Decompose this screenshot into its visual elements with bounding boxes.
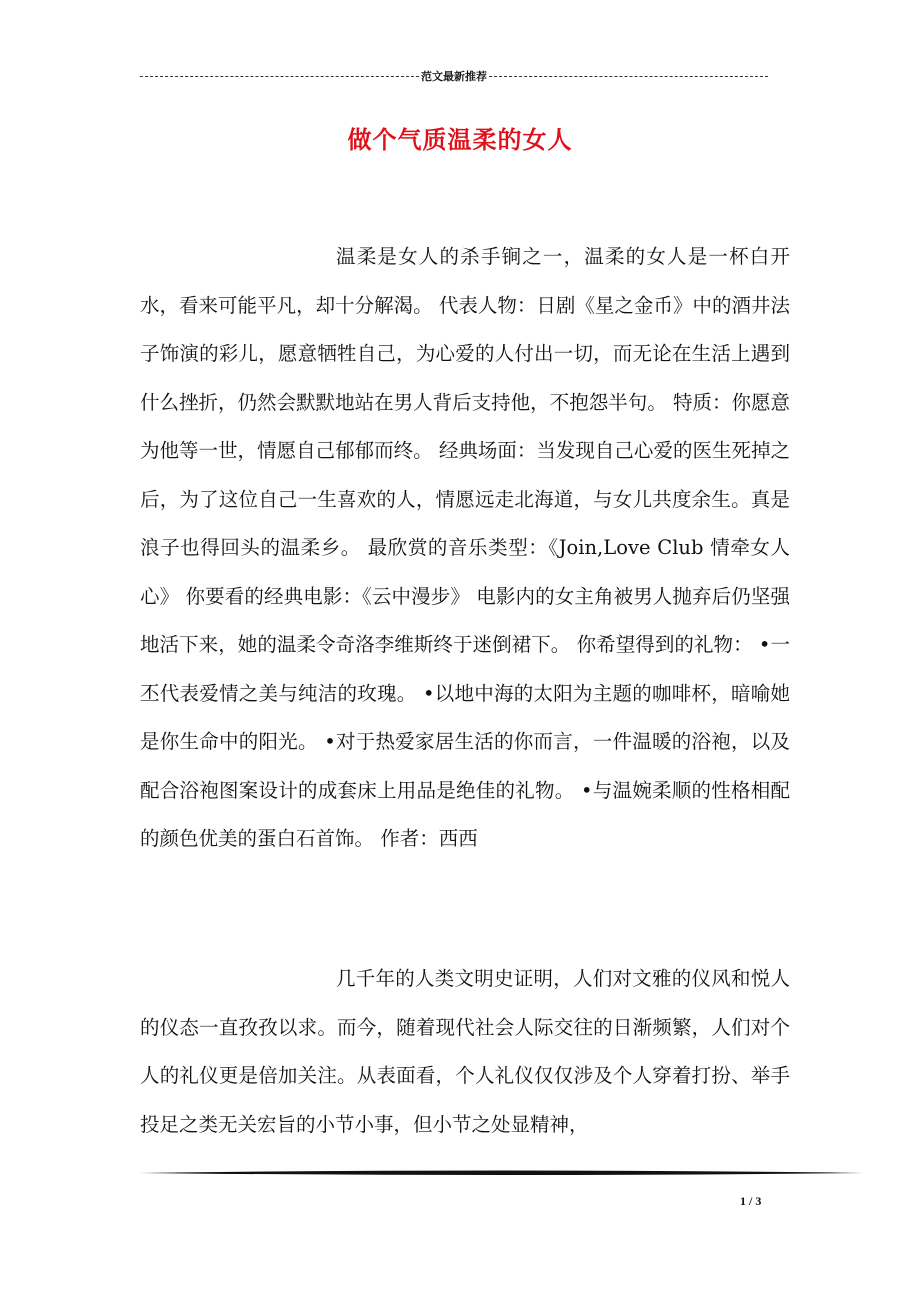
header-dash-left [140, 76, 419, 77]
header-dash-right [489, 76, 768, 77]
body-paragraph-1: 温柔是女人的杀手锏之一，温柔的女人是一杯白开水，看来可能平凡，却十分解渴。 代表人物：日剧《星之金币》中的酒井法子饰演的彩儿，愿意牺牲自己，为心爱的人付出一切，而无论在生活上遇到什么挫折，仍然会默默地站在男人背后支持他，不抱怨半句。 特质：你愿意为他等一世，情愿自己郁郁而终。 经典场面：当发现自己心爱的医生死掉之后，为了这位自己一生喜欢的人，情愿远走北海道，与女儿共度余生。真是浪子也得回头的温柔乡。 最欣赏的音乐类型：《Join,Love Club 情牵女人心》 你要看的经典电影：《云中漫步》 电影内的女主角被男人抛弃后仍坚强地活下来，她的温柔令奇洛李维斯终于迷倒裙下。 你希望得到的礼物： •一丕代表爱情之美与纯洁的玫瑰。 •以地中海的太阳为主题的咖啡杯，暗喻她是你生命中的阳光。 •对于热爱家居生活的你而言，一件温暖的浴袍，以及配合浴袍图案设计的成套床上用品是绝佳的礼物。 •与温婉柔顺的性格相配的颜色优美的蛋白石首饰。 作者：西西 [140, 245, 790, 850]
page-header [140, 66, 768, 86]
body-paragraph-2: 几千年的人类文明史证明，人们对文雅的仪风和悦人的仪态一直孜孜以求。而今，随着现代社会人际交往的日渐频繁，人们对个人的礼仪更是倍加关注。从表面看，个人礼仪仅仅涉及个人穿着打扮、举手投足之类无关宏旨的小节小事，但小节之处显精神， [140, 967, 790, 1136]
document-title: 做个气质温柔的女人 [347, 125, 573, 154]
header-label: 范文最新推荐 [421, 70, 487, 83]
footer-rule [140, 1168, 864, 1178]
page-number: 1 / 3 [740, 1194, 762, 1208]
